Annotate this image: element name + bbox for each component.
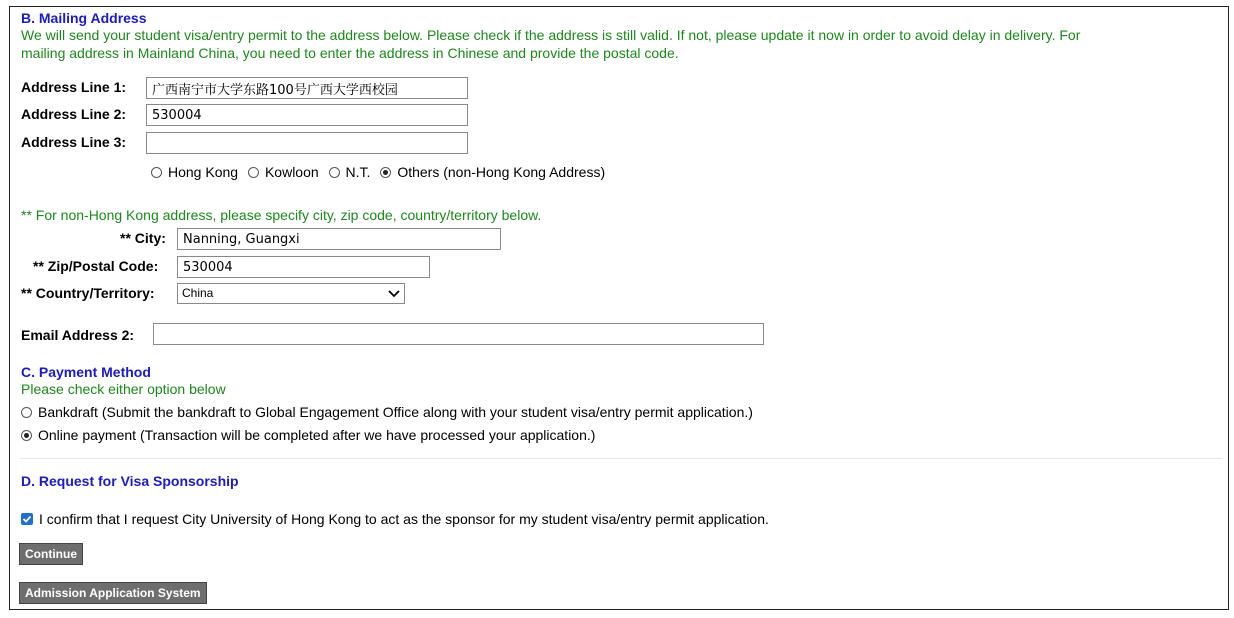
country-label: ** Country/Territory:: [21, 285, 155, 301]
radio-selected-icon[interactable]: [21, 430, 32, 441]
radio-selected-icon[interactable]: [380, 167, 391, 178]
address-line-3-input[interactable]: [146, 132, 468, 154]
radio-icon[interactable]: [329, 167, 340, 178]
chevron-down-icon: [388, 287, 400, 299]
region-option-hong-kong[interactable]: Hong Kong: [151, 164, 238, 180]
email-2-label: Email Address 2:: [21, 327, 135, 343]
city-label: ** City:: [120, 230, 166, 246]
admission-application-system-button[interactable]: Admission Application System: [19, 582, 207, 604]
mailing-section-title: B. Mailing Address: [21, 10, 147, 26]
radio-icon[interactable]: [151, 167, 162, 178]
region-radio-group: [151, 164, 605, 180]
radio-icon[interactable]: [21, 407, 32, 418]
region-option-kowloon[interactable]: Kowloon: [248, 164, 319, 180]
payment-option-online[interactable]: Online payment (Transaction will be completed after we have processed your application.): [21, 427, 595, 443]
continue-button[interactable]: Continue: [19, 543, 83, 565]
address-line-1-input[interactable]: [146, 77, 468, 99]
address-line-2-input[interactable]: [146, 104, 468, 126]
address-line-2-label: Address Line 2:: [21, 106, 127, 122]
non-hk-note: ** For non-Hong Kong address, please specify city, zip code, country/territory below.: [21, 207, 542, 223]
country-select[interactable]: [177, 283, 405, 304]
payment-option-bankdraft[interactable]: Bankdraft (Submit the bankdraft to Global Engagement Office along with your student visa/entry permit application.): [21, 404, 753, 420]
city-input[interactable]: [177, 228, 501, 250]
divider: [20, 458, 1222, 459]
payment-section-title: C. Payment Method: [21, 364, 151, 380]
payment-note: Please check either option below: [21, 381, 226, 397]
email-2-input[interactable]: [153, 323, 764, 345]
region-option-nt[interactable]: N.T.: [329, 164, 371, 180]
sponsor-section-title: D. Request for Visa Sponsorship: [21, 473, 239, 489]
radio-icon[interactable]: [248, 167, 259, 178]
region-option-others[interactable]: Others (non-Hong Kong Address): [380, 164, 605, 180]
zip-label: ** Zip/Postal Code:: [33, 258, 159, 274]
mailing-note: We will send your student visa/entry permit to the address below. Please check if the address is still valid. If not, please update it now in order to avoid delay in delivery. For: [21, 27, 1081, 43]
country-selected-value: China: [182, 286, 214, 300]
address-line-3-label: Address Line 3:: [21, 134, 127, 150]
checkbox-checked-icon[interactable]: [21, 513, 33, 525]
zip-input[interactable]: [177, 256, 430, 278]
address-line-1-label: Address Line 1:: [21, 79, 127, 95]
sponsor-confirm-checkbox[interactable]: I confirm that I request City University of Hong Kong to act as the sponsor for my student visa/entry permit application.: [21, 511, 769, 527]
mailing-note-2: mailing address in Mainland China, you need to enter the address in Chinese and provide the postal code.: [21, 45, 679, 61]
